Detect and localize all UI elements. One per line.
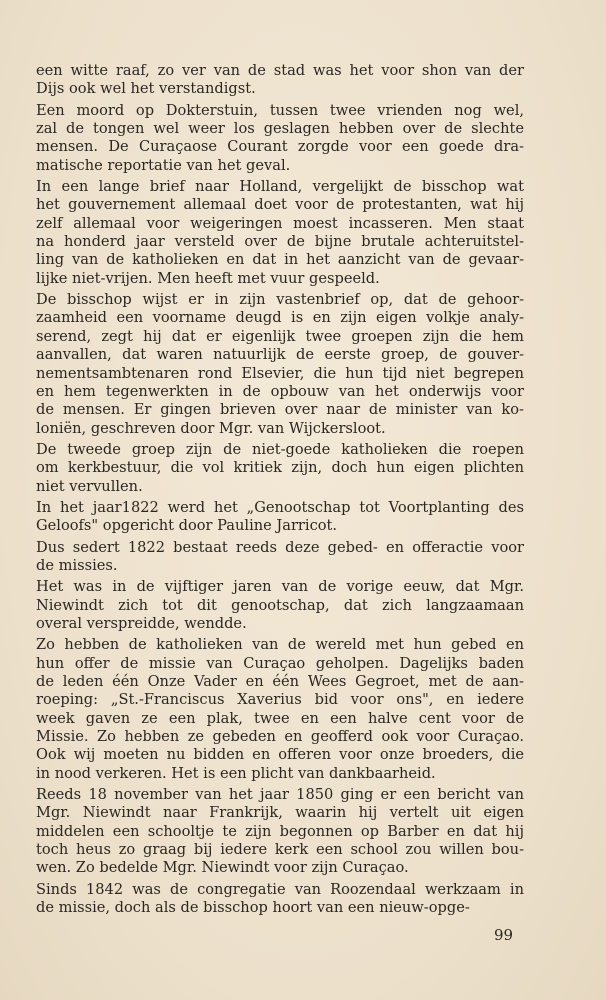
- text-line: matische reportatie van het geval.: [36, 156, 291, 174]
- text-line: In een lange brief naar Holland, vergelijkt de bisschop wat: [36, 178, 524, 196]
- paragraph: [36, 578, 524, 633]
- text-line: Sinds 1842 was de congregatie van Roozendaal werkzaam in: [36, 880, 524, 898]
- paragraph: [36, 636, 524, 783]
- paragraph: [36, 881, 524, 918]
- text-line: Het was in de vijftiger jaren van de vorige eeuw, dat Mgr.: [36, 578, 524, 596]
- text-line: de missie, doch als de bisschop hoort van een nieuw-opge-: [36, 899, 470, 917]
- text-line: Missie. Zo hebben ze gebeden en geofferd ook voor Curaçao.: [36, 728, 524, 746]
- text-line: hun offer de missie van Curaçao geholpen. Dagelijks baden: [36, 654, 524, 672]
- text-line: Een moord op Dokterstuin, tussen twee vrienden nog wel,: [36, 101, 524, 119]
- text-line: lijke niet-vrijen. Men heeft met vuur gespeeld.: [36, 269, 380, 287]
- text-line: ling van de katholieken en dat in het aanzicht van de gevaar-: [36, 251, 524, 269]
- text-line: roeping: „St.-Franciscus Xaverius bid voor ons", en iedere: [36, 691, 524, 709]
- text-line: Reeds 18 november van het jaar 1850 ging er een bericht van: [36, 786, 524, 804]
- paragraph: [36, 62, 524, 99]
- text-line: wen. Zo bedelde Mgr. Niewindt voor zijn Curaçao.: [36, 859, 409, 877]
- paragraph: [36, 178, 524, 288]
- text-line: loniën, geschreven door Mgr. van Wijckersloot.: [36, 419, 386, 437]
- text-line: In het jaar1822 werd het „Genootschap tot Voortplanting des: [36, 498, 524, 516]
- paragraph: [36, 499, 524, 536]
- page-number: 99: [494, 926, 514, 944]
- text-line: overal verspreidde, wendde.: [36, 614, 247, 632]
- text-line: zaamheid een voorname deugd is en zijn eigen volkje analy-: [36, 309, 524, 327]
- paragraph: [36, 102, 524, 175]
- paragraph: [36, 539, 524, 576]
- text-line: Dijs ook wel het verstandigst.: [36, 80, 256, 98]
- text-line: niet vervullen.: [36, 477, 143, 495]
- paragraph: [36, 786, 524, 878]
- text-line: het gouvernement allemaal doet voor de protestanten, wat hij: [36, 196, 524, 214]
- text-line: middelen een schooltje te zijn begonnen op Barber en dat hij: [36, 822, 524, 840]
- text-line: Niewindt zich tot dit genootschap, dat zich langzaamaan: [36, 596, 524, 614]
- text-line: een witte raaf, zo ver van de stad was het voor shon van der: [36, 62, 524, 79]
- text-line: Dus sedert 1822 bestaat reeds deze gebed- en offeractie voor: [36, 538, 524, 556]
- text-line: om kerkbestuur, die vol kritiek zijn, doch hun eigen plichten: [36, 459, 524, 477]
- text-line: zelf allemaal voor weigeringen moest incasseren. Men staat: [36, 214, 524, 232]
- text-line: De tweede groep zijn de niet-goede katholieken die roepen: [36, 440, 524, 458]
- paragraph: [36, 291, 524, 438]
- text-line: de missies.: [36, 556, 118, 574]
- text-line: Ook wij moeten nu bidden en offeren voor onze broeders, die: [36, 746, 524, 764]
- text-line: in nood verkeren. Het is een plicht van dankbaarheid.: [36, 764, 436, 782]
- text-line: toch heus zo graag bij iedere kerk een school zou willen bou-: [36, 841, 524, 859]
- text-line: serend, zegt hij dat er eigenlijk twee groepen zijn die hem: [36, 327, 524, 345]
- text-line: aanvallen, dat waren natuurlijk de eerste groep, de gouver-: [36, 346, 524, 364]
- text-line: De bisschop wijst er in zijn vastenbrief op, dat de gehoor-: [36, 291, 524, 309]
- text-line: en hem tegenwerkten in de opbouw van het onderwijs voor: [36, 382, 524, 400]
- text-line: Zo hebben de katholieken van de wereld met hun gebed en: [36, 636, 524, 654]
- text-line: de leden één Onze Vader en één Wees Gegroet, met de aan-: [36, 673, 524, 690]
- text-line: nementsambtenaren rond Elsevier, die hun tijd niet begrepen: [36, 364, 524, 382]
- text-line: de mensen. Er gingen brieven over naar de minister van ko-: [36, 401, 524, 419]
- text-line: Mgr. Niewindt naar Frankrijk, waarin hij vertelt uit eigen: [36, 804, 524, 822]
- body-text: [36, 62, 524, 917]
- text-line: zal de tongen wel weer los geslagen hebben over de slechte: [36, 120, 524, 138]
- paragraph: [36, 441, 524, 496]
- text-line: week gaven ze een plak, twee en een halve cent voor de: [36, 709, 524, 727]
- text-line: Geloofs" opgericht door Pauline Jarricot.: [36, 517, 338, 535]
- text-line: na honderd jaar versteld over de bijne brutale achteruitstel-: [36, 233, 524, 251]
- text-line: mensen. De Curaçaose Courant zorgde voor een goede dra-: [36, 138, 524, 156]
